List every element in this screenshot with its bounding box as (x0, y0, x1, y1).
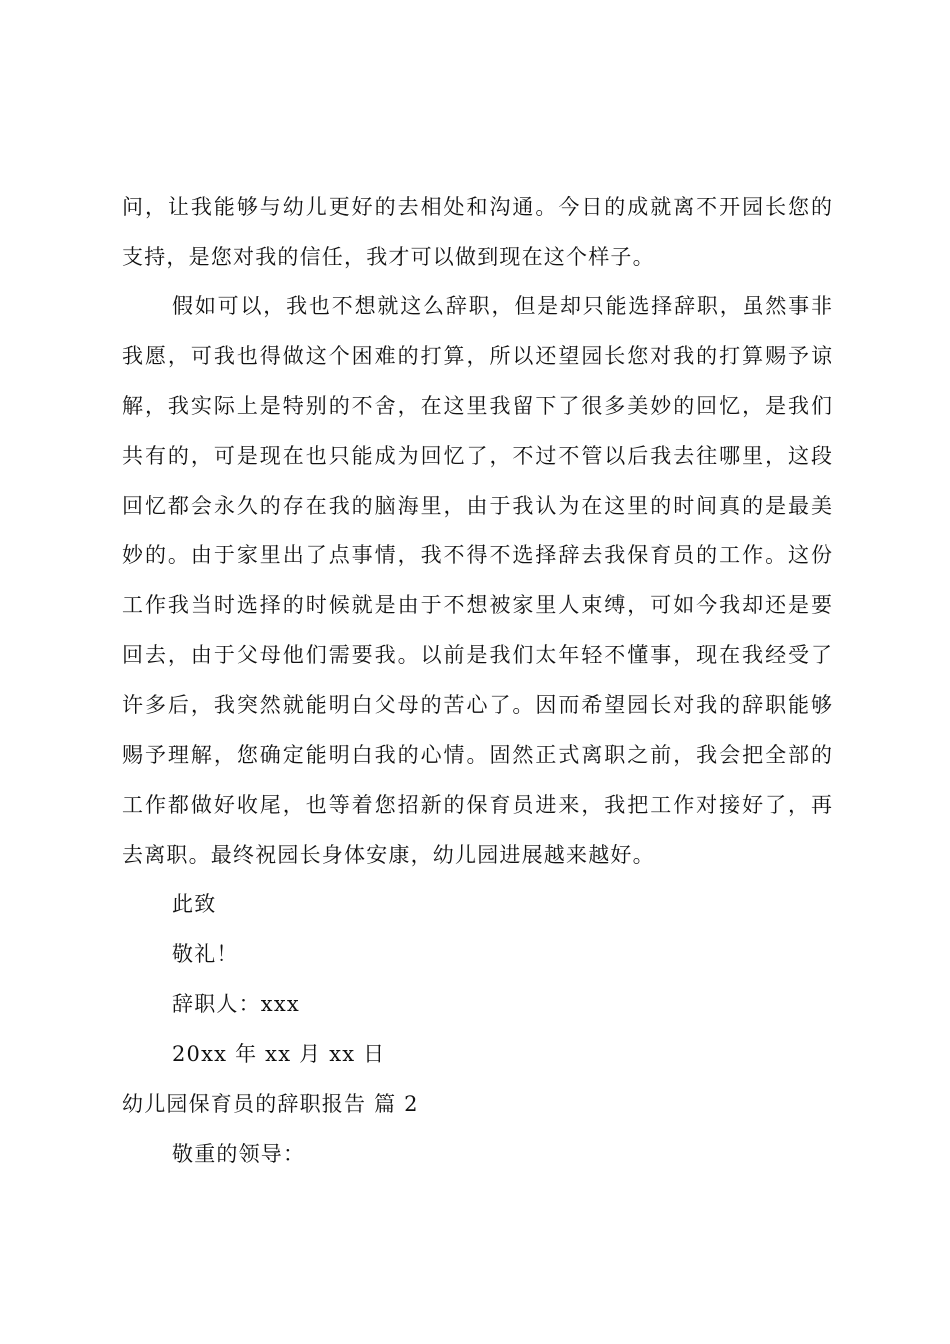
paragraph-line: 赐予理解，您确定能明白我的心情。固然正式离职之前，我会把全部的 (122, 743, 832, 767)
paragraph-line: 工作我当时选择的时候就是由于不想被家里人束缚，可如今我却还是要 (122, 593, 832, 617)
paragraph-line: 问，让我能够与幼儿更好的去相处和沟通。今日的成就离不开园长您的 (122, 195, 832, 219)
paragraph-line: 支持，是您对我的信任，我才可以做到现在这个样子。 (122, 245, 655, 269)
paragraph-line: 共有的，可是现在也只能成为回忆了，不过不管以后我去往哪里，这段 (122, 444, 832, 468)
paragraph-line: 工作都做好收尾，也等着您招新的保育员进来，我把工作对接好了，再 (122, 793, 832, 817)
salutation-line: 此致 (172, 892, 217, 916)
paragraph-line: 回去，由于父母他们需要我。以前是我们太年轻不懂事，现在我经受了 (122, 643, 832, 667)
paragraph-line: 解，我实际上是特别的不舍，在这里我留下了很多美妙的回忆，是我们 (122, 394, 832, 418)
date-line: 20xx 年 xx 月 xx 日 (172, 1042, 386, 1066)
greeting-line: 敬重的领导： (172, 1142, 306, 1166)
signer-line: 辞职人：xxx (172, 992, 300, 1016)
salutation-line: 敬礼！ (172, 942, 239, 966)
paragraph-line: 回忆都会永久的存在我的脑海里，由于我认为在这里的时间真的是最美 (122, 494, 832, 518)
paragraph-line: 我愿，可我也得做这个困难的打算，所以还望园长您对我的打算赐予谅 (122, 344, 832, 368)
paragraph-line: 假如可以，我也不想就这么辞职，但是却只能选择辞职，虽然事非 (172, 294, 832, 318)
paragraph-line: 许多后，我突然就能明白父母的苦心了。因而希望园长对我的辞职能够 (122, 693, 832, 717)
paragraph-line: 去离职。最终祝园长身体安康，幼儿园进展越来越好。 (122, 843, 655, 867)
section-title: 幼儿园保育员的辞职报告 篇 2 (122, 1092, 419, 1116)
paragraph-line: 妙的。由于家里出了点事情，我不得不选择辞去我保育员的工作。这份 (122, 543, 832, 567)
